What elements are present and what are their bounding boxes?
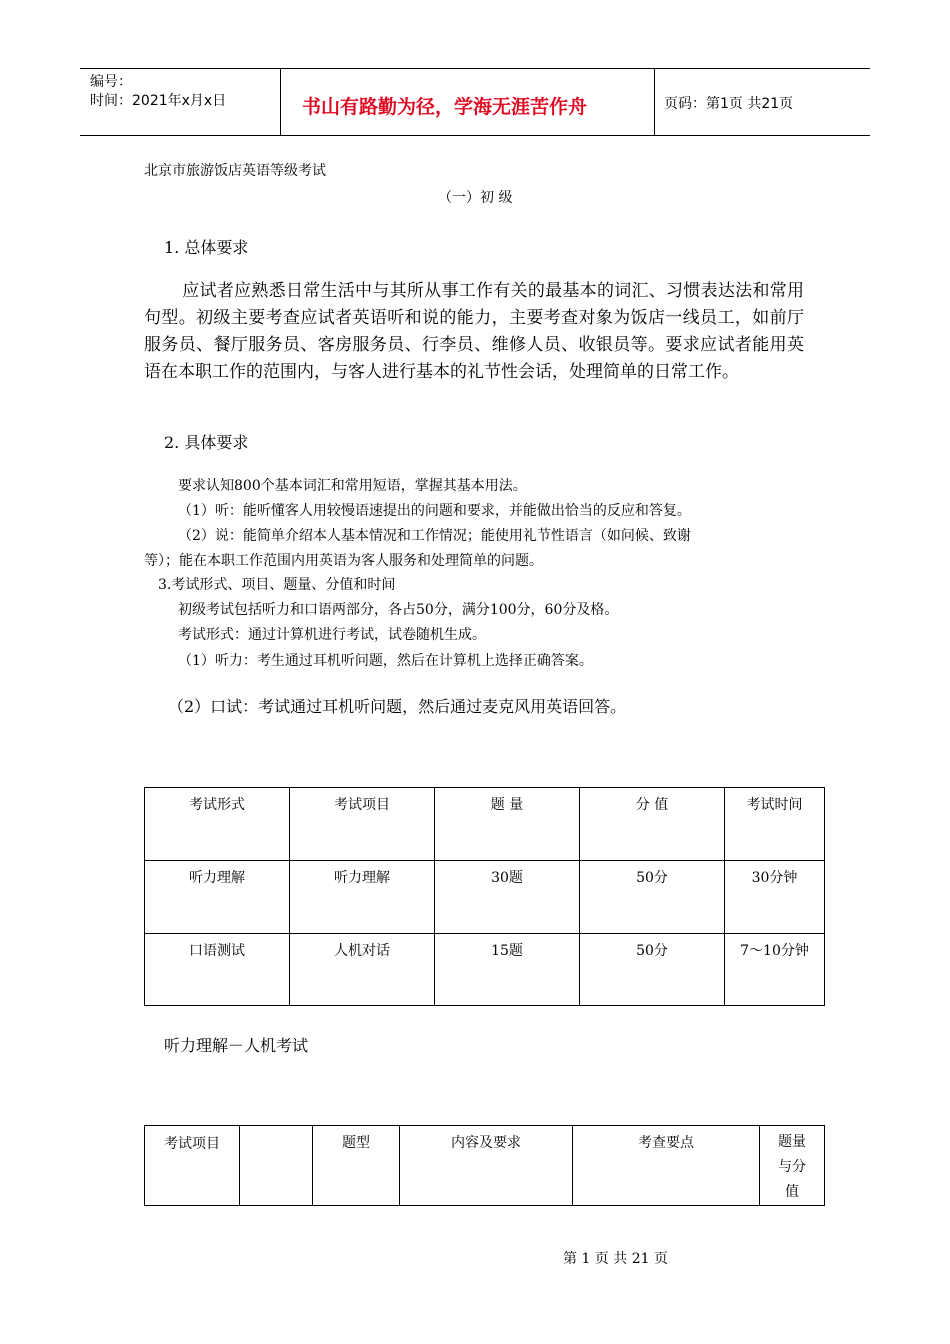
table-header-cell: 考试时间 — [725, 788, 825, 861]
table-header-cell: 考试项目 — [145, 1126, 240, 1206]
table-header-cell — [240, 1126, 313, 1206]
header-page-info: 页码：第1页 共21页 — [664, 96, 794, 112]
section-2-line-2: （1）听：能听懂客人用较慢语速提出的问题和要求，并能做出恰当的反应和答复。 — [178, 503, 691, 519]
section-3-line-4: （2）口试：考试通过耳机听问题，然后通过麦克风用英语回答。 — [168, 697, 627, 716]
table-header-cell: 考试形式 — [145, 788, 290, 861]
table-cell: 人机对话 — [290, 934, 435, 1006]
table-header-cell: 考试项目 — [290, 788, 435, 861]
header-time: 时间：2021年x月x日 — [90, 93, 227, 109]
table-header-cell: 题型 — [313, 1126, 400, 1206]
header-divider-right — [654, 68, 655, 135]
table-row — [145, 934, 825, 1006]
table-header-cell: 题量与分值 — [760, 1126, 825, 1206]
table-header-cell: 题 量 — [435, 788, 580, 861]
table-cell: 听力理解 — [290, 861, 435, 934]
table-cell: 30分钟 — [725, 861, 825, 934]
header-motto: 书山有路勤为径，学海无涯苦作舟 — [302, 96, 588, 118]
listening-heading: 听力理解－人机考试 — [164, 1036, 309, 1055]
header-divider-left — [280, 68, 281, 135]
section-3-line-2: 考试形式：通过计算机进行考试，试卷随机生成。 — [178, 627, 486, 643]
section-3-line-1: 初级考试包括听力和口语两部分，各占50分，满分100分，60分及格。 — [178, 602, 619, 618]
table-header-cell: 分 值 — [580, 788, 725, 861]
header-bottom-rule — [80, 135, 870, 136]
table-header-cell: 考查要点 — [573, 1126, 760, 1206]
section-2-line-3a: （2）说：能简单介绍本人基本情况和工作情况；能使用礼节性语言（如问候、致谢 — [178, 528, 691, 544]
header-top-rule — [80, 68, 870, 69]
section-1-paragraph — [144, 278, 804, 386]
table-cell: 7～10分钟 — [725, 934, 825, 1006]
section-1-heading: 1. 总体要求 — [164, 238, 249, 257]
table-cell: 听力理解 — [145, 861, 290, 934]
page-footer: 第 1 页 共 21 页 — [563, 1251, 668, 1267]
section-1-text: 应试者应熟悉日常生活中与其所从事工作有关的最基本的词汇、习惯表达法和常用句型。初级主要考查应试者英语听和说的能力，主要考查对象为饭店一线员工，如前厅服务员、餐厅服务员、客房服务员、行李员、维修人员、收银员等。要求应试者能用英语在本职工作的范围内，与客人进行基本的礼节性会话，处理简单的日常工作。 — [144, 281, 804, 382]
section-3-line-3: （1）听力：考生通过耳机听问题，然后在计算机上选择正确答案。 — [178, 653, 593, 669]
table-cell: 口语测试 — [145, 934, 290, 1006]
section-2-line-3b: 等）；能在本职工作范围内用英语为客人服务和处理简单的问题。 — [144, 553, 543, 569]
table-cell: 15题 — [435, 934, 580, 1006]
table-cell: 50分 — [580, 861, 725, 934]
section-2-heading: 2. 具体要求 — [164, 433, 249, 452]
table-row — [145, 861, 825, 934]
section-2-line-1: 要求认知800个基本词汇和常用短语，掌握其基本用法。 — [178, 478, 527, 494]
table-cell: 30题 — [435, 861, 580, 934]
doc-title: 北京市旅游饭店英语等级考试 — [144, 163, 326, 179]
table-cell: 50分 — [580, 934, 725, 1006]
doc-level: （一）初 级 — [438, 190, 513, 206]
section-3-heading: 3.考试形式、项目、题量、分值和时间 — [158, 577, 396, 593]
exam-format-table — [144, 787, 825, 1006]
table-header-row — [145, 788, 825, 861]
header-code-label: 编号： — [90, 74, 132, 90]
table-header-row — [145, 1126, 825, 1206]
table-header-cell: 内容及要求 — [400, 1126, 573, 1206]
listening-table — [144, 1125, 825, 1206]
